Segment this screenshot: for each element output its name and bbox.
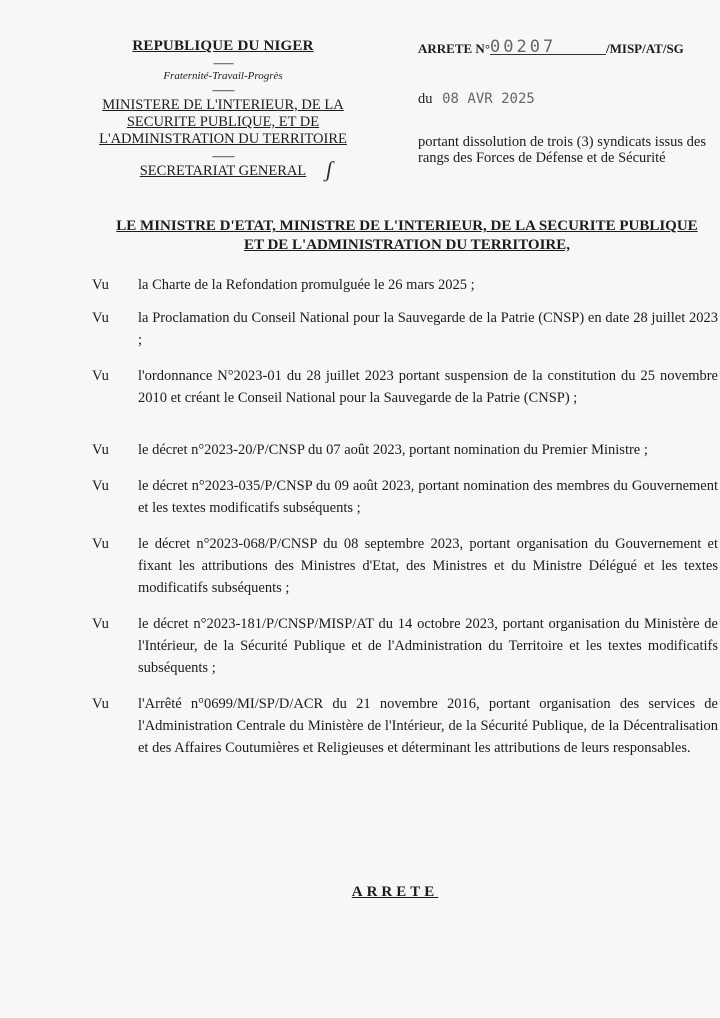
arrete-object: portant dissolution de trois (3) syndicats issus des rangs des Forces de Défense et de Sécurité [418, 134, 706, 166]
header-left [88, 38, 358, 180]
header-right [418, 37, 718, 166]
consideration-item: Vu le décret n°2023-181/P/CNSP/MISP/AT du 14 octobre 2023, portant organisation du Ministère de l'Intérieur, de la Sécurité Publique et de l'Administration du Territoire et les textes modificatifs subséquents ; [92, 616, 718, 676]
secretariat-general: SECRETARIAT GENERAL ʃ [139, 157, 333, 182]
national-motto: Fraternité-Travail-Progrès [163, 70, 283, 82]
consideration-item: Vu la Proclamation du Conseil National pour la Sauvegarde de la Patrie (CNSP) en date 28 juillet 2023 ; [92, 310, 718, 348]
number-stamp: 00207 [490, 40, 606, 55]
consideration-item: Vu le décret n°2023-035/P/CNSP du 09 août 2023, portant nomination des membres du Gouvernement et les textes modificatifs subséquents ; [92, 478, 718, 516]
separator: ----------- [212, 151, 234, 161]
date-stamp: 08 AVR 2025 [442, 91, 535, 107]
initials-signature: ʃ [325, 157, 333, 182]
consideration-item: Vu l'Arrêté n°0699/MI/SP/D/ACR du 21 novembre 2016, portant organisation des services de l'Administration Centrale du Ministère de l'Intérieur, de la Sécurité Publique, de la Décentralisation et des Affaires Coutumières et Religieuses et déterminant les attributions de leurs responsables. [92, 696, 718, 756]
consideration-item: Vu la Charte de la Refondation promulguée le 26 mars 2025 ; [92, 277, 475, 293]
separator: ----------- [212, 85, 234, 95]
ministry-name: MINISTERE DE L'INTERIEUR, DE LA SECURITE PUBLIQUE, ET DE L'ADMINISTRATION DU TERRITOIRE [99, 97, 347, 147]
considerations-list [92, 274, 720, 759]
arrete-number: ARRETE N°00207 /MISP/AT/SG [418, 37, 684, 57]
consideration-item: Vu l'ordonnance N°2023-01 du 28 juillet 2023 portant suspension de la constitution du 25 novembre 2010 et créant le Conseil National pour la Sauvegarde de la Patrie (CNSP) ; [92, 368, 718, 406]
minister-title: LE MINISTRE D'ETAT, MINISTRE DE L'INTERIEUR, DE LA SECURITE PUBLIQUE ET DE L'ADMINISTRATION DU TERRITOIRE, [116, 218, 698, 253]
republic-name: REPUBLIQUE DU NIGER [132, 38, 314, 54]
arrete-date: du 08 AVR 2025 [418, 91, 535, 107]
consideration-item: Vu le décret n°2023-20/P/CNSP du 07 août 2023, portant nomination du Premier Ministre ; [92, 442, 648, 458]
consideration-item: Vu le décret n°2023-068/P/CNSP du 08 septembre 2023, portant organisation du Gouvernement et fixant les attributions des Ministres d'Etat, des Ministres et du Ministre Délégué et les textes modificatifs subséquents ; [92, 536, 718, 596]
separator: ---------- [213, 58, 233, 68]
decision-heading: ARRETE [351, 884, 439, 900]
